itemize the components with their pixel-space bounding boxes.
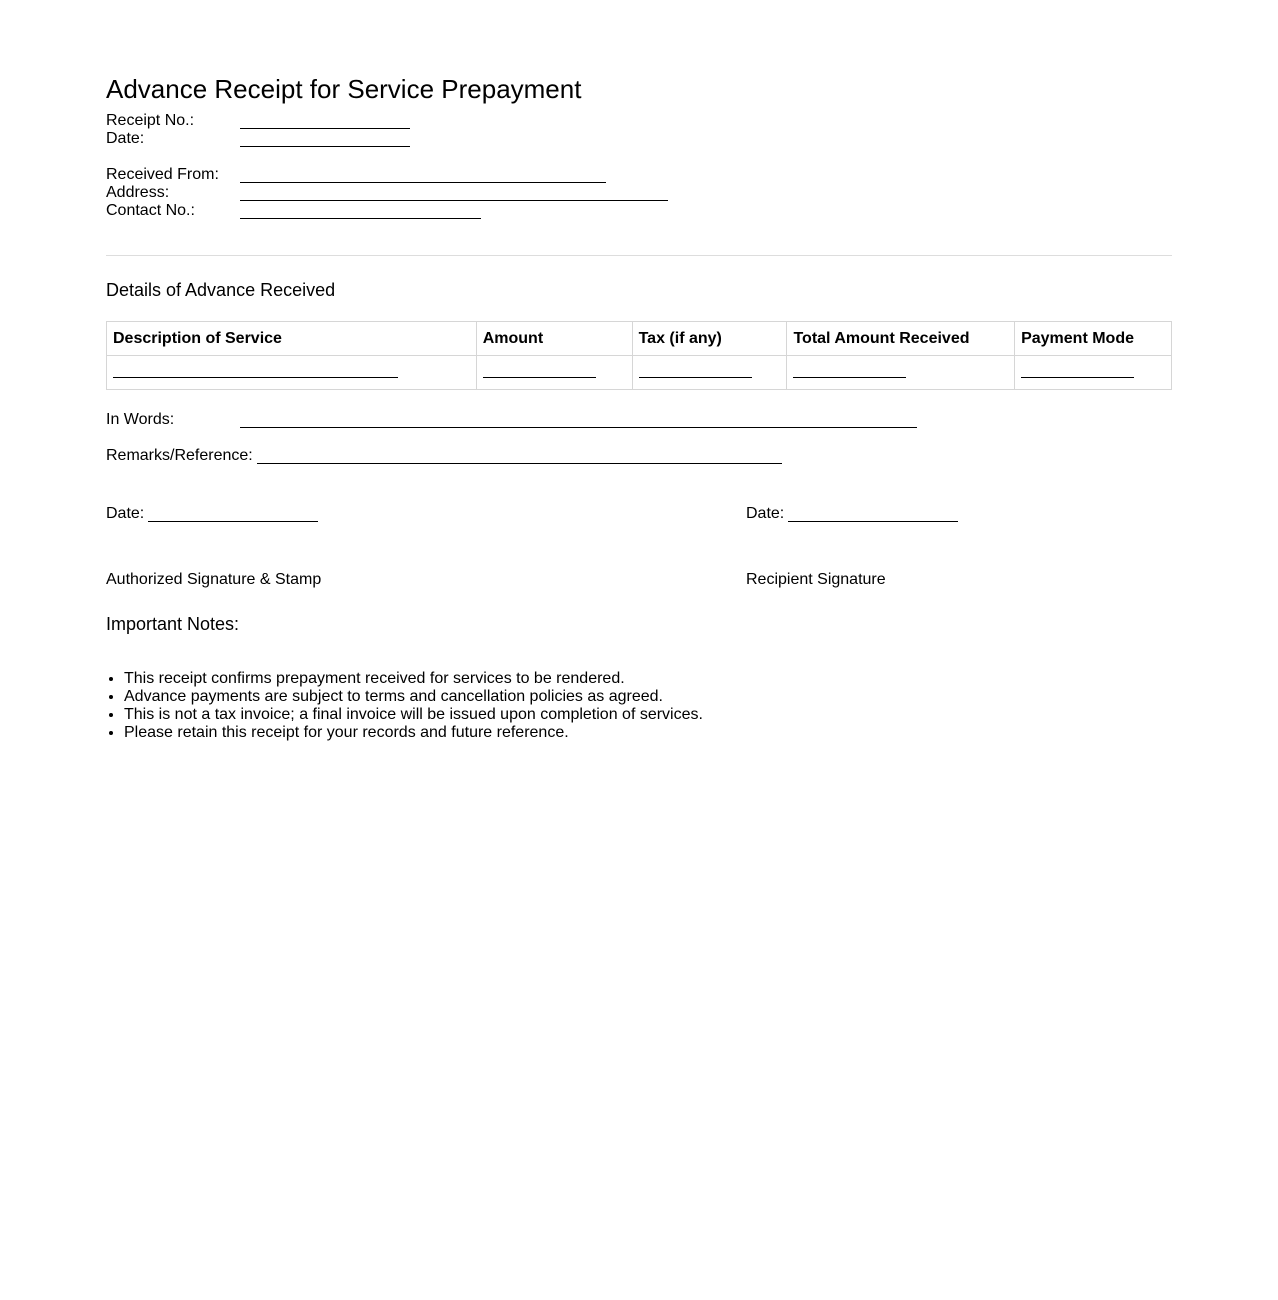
list-item: • This receipt confirms prepayment received for services to be rendered. — [124, 670, 703, 688]
address-label: Address: — [106, 184, 170, 201]
remarks-line[interactable] — [257, 463, 782, 464]
payment-mode-blank[interactable] — [1021, 377, 1134, 378]
left-date-field — [106, 505, 336, 523]
right-date-field — [746, 505, 976, 523]
contact-no-label: Contact No.: — [106, 202, 195, 219]
notes-title: Important Notes: — [106, 614, 240, 634]
in-words-field — [106, 411, 926, 429]
details-table — [106, 321, 1172, 390]
left-date-line[interactable] — [148, 521, 318, 522]
received-from-line[interactable] — [240, 182, 606, 183]
received-from-label: Received From: — [106, 166, 219, 183]
remarks-label: Remarks/Reference: — [106, 447, 253, 464]
recipient-signature-label: Recipient Signature — [746, 571, 886, 588]
tax-cell — [632, 356, 787, 390]
column-header-total: Total Amount Received — [787, 322, 1015, 356]
right-date-label: Date: — [746, 505, 785, 522]
column-header-amount: Amount — [476, 322, 632, 356]
right-date-line[interactable] — [788, 521, 958, 522]
column-header-payment-mode: Payment Mode — [1015, 322, 1172, 356]
address-line[interactable] — [240, 200, 668, 201]
left-date-label: Date: — [106, 505, 145, 522]
column-header-description: Description of Service — [107, 322, 477, 356]
details-section-title: Details of Advance Received — [106, 280, 336, 300]
contact-no-line[interactable] — [240, 218, 481, 219]
amount-cell — [476, 356, 632, 390]
column-header-tax: Tax (if any) — [632, 322, 787, 356]
total-blank[interactable] — [793, 377, 906, 378]
total-cell — [787, 356, 1015, 390]
list-item: • This is not a tax invoice; a final invoice will be issued upon completion of services. — [124, 706, 703, 724]
table-row — [107, 356, 1172, 390]
receipt-no-label: Receipt No.: — [106, 112, 195, 129]
remarks-field — [106, 447, 806, 465]
receipt-no-line[interactable] — [240, 128, 410, 129]
description-cell — [107, 356, 477, 390]
section-divider — [106, 255, 1172, 256]
authorized-signature-label: Authorized Signature & Stamp — [106, 571, 322, 588]
date-label: Date: — [106, 130, 145, 147]
amount-blank[interactable] — [483, 377, 596, 378]
in-words-line[interactable] — [240, 427, 917, 428]
description-blank[interactable] — [113, 377, 398, 378]
date-line[interactable] — [240, 146, 410, 147]
notes-list — [106, 670, 703, 742]
document-title: Advance Receipt for Service Prepayment — [106, 74, 582, 104]
payment-mode-cell — [1015, 356, 1172, 390]
tax-blank[interactable] — [639, 377, 752, 378]
list-item: • Please retain this receipt for your records and future reference. — [124, 724, 703, 742]
list-item: • Advance payments are subject to terms and cancellation policies as agreed. — [124, 688, 703, 706]
table-header-row — [107, 322, 1172, 356]
in-words-label: In Words: — [106, 411, 175, 428]
